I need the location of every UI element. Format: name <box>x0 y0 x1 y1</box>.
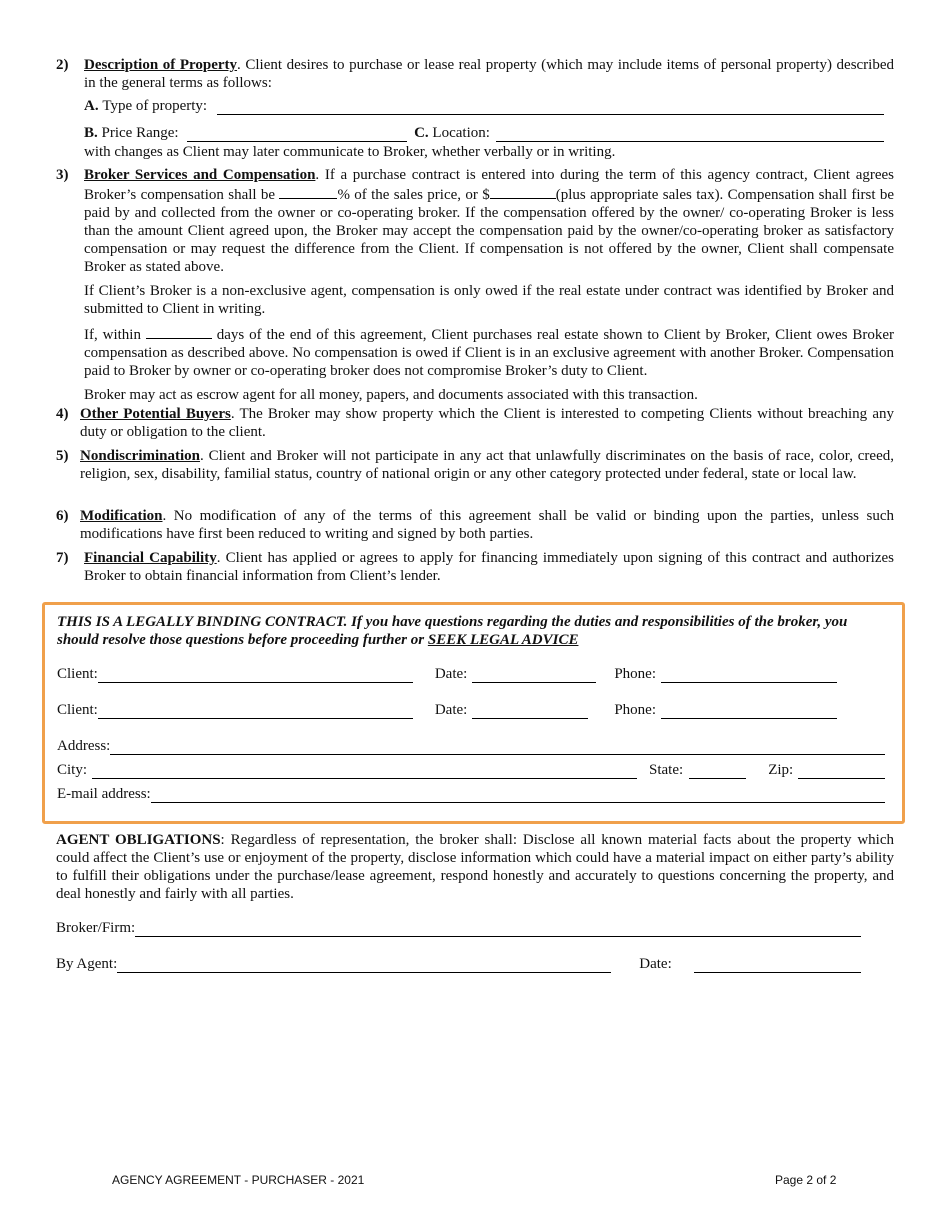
client-date-field-1[interactable] <box>472 667 596 683</box>
section-modification <box>56 507 894 543</box>
section-number: 3) <box>56 167 69 183</box>
escrow-paragraph: Broker may act as escrow agent for all money, papers, and documents associated with this transaction. <box>84 387 698 403</box>
section-body: . Client and Broker will not participate in any act that unlawfully discriminates on the basis of race, color, creed, religion, sex, disability, familial status, country of national origin or any other category protected under federal, state or local law. <box>80 448 894 482</box>
section-body: . Client has applied or agrees to apply for financing immediately upon signing of this contract and authorizes Broker to obtain financial information from Client’s lender. <box>84 550 894 584</box>
agent-obligations-title: AGENT OBLIGATIONS <box>56 832 221 848</box>
by-agent-label: By Agent: <box>56 956 118 972</box>
item-b-label: B. <box>84 125 98 141</box>
client-phone-field-2[interactable] <box>661 703 837 719</box>
client-label: Client: <box>57 666 98 682</box>
by-agent-row <box>56 955 861 973</box>
item-c-label: C. <box>414 125 429 141</box>
seek-legal-advice-text: SEEK LEGAL ADVICE <box>427 632 579 648</box>
section-title: Broker Services and Compensation <box>84 167 316 183</box>
price-range-field[interactable] <box>187 126 407 142</box>
section-body: . Client desires to purchase or lease real property (which may include items of personal property) described in the general terms as follows: <box>84 57 895 91</box>
client-signature-field-1[interactable] <box>98 667 413 683</box>
state-label: State: <box>649 762 684 778</box>
signature-box <box>42 602 905 824</box>
type-of-property-field[interactable] <box>217 99 884 115</box>
section-number: 7) <box>56 550 69 566</box>
client-row-2 <box>57 701 857 719</box>
legal-notice-text: THIS IS A LEGALLY BINDING CONTRACT. If you have questions regarding the duties and responsibilities of the broker, you should resolve those questions before proceeding further or <box>57 614 848 648</box>
section-text <box>80 405 894 441</box>
section-broker-services <box>56 166 894 404</box>
address-row <box>57 737 885 755</box>
section-description-of-property <box>56 56 894 92</box>
section-financial-capability <box>56 549 894 585</box>
email-label: E-mail address: <box>57 786 151 802</box>
zip-label: Zip: <box>768 762 794 778</box>
city-field[interactable] <box>92 763 637 779</box>
section-other-buyers <box>56 405 894 441</box>
footer-title: AGENCY AGREEMENT - PURCHASER - 2021 <box>112 1173 365 1187</box>
city-state-zip-row <box>57 761 885 779</box>
section-number: 5) <box>56 448 69 464</box>
item-a-label: A. <box>84 98 99 114</box>
section-body-2: % of the sales price, or $ <box>337 187 490 203</box>
agent-date-field[interactable] <box>694 957 861 973</box>
days-field[interactable] <box>146 324 212 339</box>
non-exclusive-paragraph: If Client’s Broker is a non-exclusive agent, compensation is only owed if the real estate under contract was identified by Broker and submitted to Client in writing. <box>84 283 894 317</box>
within-text: If, within <box>84 327 141 343</box>
client-label: Client: <box>57 702 98 718</box>
section-title: Nondiscrimination <box>80 448 201 464</box>
phone-label: Phone: <box>614 702 656 718</box>
agent-obligations-text: : Regardless of representation, the broker shall: Disclose all known material facts about the property which could affect the Client’s use or enjoyment of the property, disclose information which could have a material impact on either party’s ability to fulfill their obligations under the purchase/lease agreement, respond honestly and accurately to questions concerning the property, and deal honestly and fairly with all parties. <box>56 832 894 902</box>
type-of-property-label: Type of property: <box>102 98 208 114</box>
price-location-row <box>84 124 884 142</box>
compensation-percent-field[interactable] <box>279 184 337 199</box>
section-text <box>84 166 894 276</box>
page-number: Page 2 of 2 <box>775 1173 837 1187</box>
agent-obligations <box>56 831 894 903</box>
section-number: 6) <box>56 508 69 524</box>
protection-period-paragraph <box>84 324 894 380</box>
section-title: Description of Property <box>84 57 238 73</box>
section-body: . The Broker may show property which the Client is interested to competing Clients without breaching any duty or obligation to the client. <box>80 406 894 440</box>
section-body-3: (plus appropriate sales tax). Compensation shall first be paid by and collected from the owner or co-operating broker. If the compensation offered by the owner/ co-operating Broker is less than the amount Client agreed upon, the Broker may accept the compensation paid by the owner/co-operating broker as satisfactory compensation or may request the difference from the Client. If compensation is not offered by the owner, Client shall compensate Broker as stated above. <box>84 187 895 275</box>
price-range-label: Price Range: <box>101 125 179 141</box>
email-row <box>57 785 885 803</box>
zip-field[interactable] <box>798 763 885 779</box>
broker-firm-label: Broker/Firm: <box>56 920 136 936</box>
phone-label: Phone: <box>614 666 656 682</box>
section-number: 4) <box>56 406 69 422</box>
address-field[interactable] <box>110 739 885 755</box>
section-text <box>80 507 894 543</box>
by-agent-field[interactable] <box>117 957 611 973</box>
agent-date-label: Date: <box>639 956 672 972</box>
section-title: Other Potential Buyers <box>80 406 231 422</box>
location-label: Location: <box>432 125 490 141</box>
section-title: Financial Capability <box>84 550 217 566</box>
city-label: City: <box>57 762 88 778</box>
location-field[interactable] <box>496 126 884 142</box>
client-signature-field-2[interactable] <box>98 703 413 719</box>
type-of-property-row <box>84 97 884 115</box>
date-label: Date: <box>434 666 468 682</box>
section-body-1: . If a purchase contract is entered into during the term of this agency contract, Client agrees Broker’s compensation shall be <box>84 167 895 203</box>
state-field[interactable] <box>689 763 746 779</box>
compensation-amount-field[interactable] <box>490 184 556 199</box>
section-body: . No modification of any of the terms of this agreement shall be valid or binding upon the parties, unless such modifications have first been reduced to writing and signed by both parties. <box>80 508 894 542</box>
broker-firm-field[interactable] <box>135 921 861 937</box>
date-label: Date: <box>434 702 468 718</box>
section-2-after-text: with changes as Client may later communicate to Broker, whether verbally or in writing. <box>84 144 616 160</box>
section-nondiscrimination <box>56 447 894 483</box>
client-row-1 <box>57 665 857 683</box>
section-text <box>80 447 894 483</box>
section-title: Modification <box>80 508 163 524</box>
client-date-field-2[interactable] <box>472 703 588 719</box>
section-text <box>84 56 894 92</box>
legal-notice <box>57 613 887 649</box>
section-text <box>84 549 894 585</box>
section-number: 2) <box>56 57 69 73</box>
broker-firm-row <box>56 919 861 937</box>
email-field[interactable] <box>151 787 885 803</box>
address-label: Address: <box>57 738 111 754</box>
protection-text: days of the end of this agreement, Client purchases real estate shown to Client by Broker, Client owes Broker compensation as described above. No compensation is owed if Client is in an exclusive agreement with another Broker. Compensation paid to Broker by owner or co-operating broker does not compromise Broker’s duty to Client. <box>84 327 895 379</box>
client-phone-field-1[interactable] <box>661 667 837 683</box>
